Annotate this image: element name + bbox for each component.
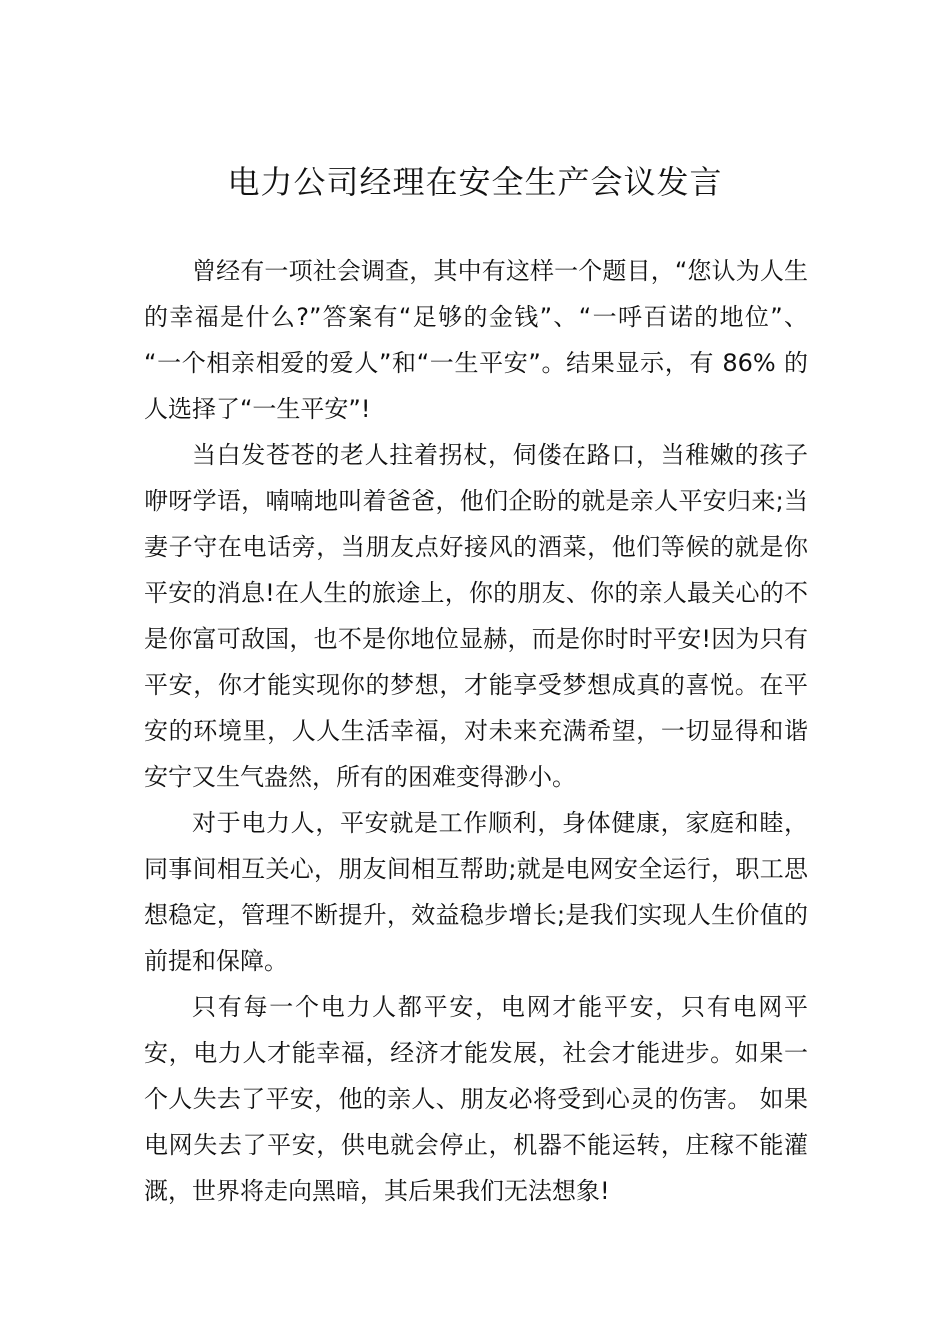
paragraph-1: 曾经有一项社会调查，其中有这样一个题目，“您认为人生的幸福是什么?”答案有“足够的金钱”、“一呼百诺的地位”、 “一个相亲相爱的爱人”和“一生平安”。结果显示，有 86% 的人选择了“一生平安”! xyxy=(144,257,808,423)
document-body xyxy=(144,248,808,1214)
paragraph-3: 对于电力人，平安就是工作顺利，身体健康，家庭和睦，同事间相互关心，朋友间相互帮助;就是电网安全运行，职工思想稳定，管理不断提升，效益稳步增长;是我们实现人生价值的前提和保障。 xyxy=(144,809,808,975)
paragraph-2: 当白发苍苍的老人拄着拐杖，伺偻在路口，当稚嫩的孩子咿呀学语，喃喃地叫着爸爸，他们企盼的就是亲人平安归来;当妻子守在电话旁，当朋友点好接风的酒菜，他们等候的就是你平安的消息!在人生的旅途上，你的朋友、你的亲人最关心的不是你富可敌国，也不是你地位显赫，而是你时时平安!因为只有平安，你才能实现你的梦想，才能享受梦想成真的喜悦。在平安的环境里，人人生活幸福，对未来充满希望，一切显得和谐安宁又生气盎然，所有的困难变得渺小。 xyxy=(144,441,808,791)
paragraph-4: 只有每一个电力人都平安，电网才能平安，只有电网平安，电力人才能幸福，经济才能发展，社会才能进步。如果一个人失去了平安，他的亲人、朋友必将受到心灵的伤害。 如果电网失去了平安，供电就会停止，机器不能运转，庄稼不能灌溉，世界将走向黑暗，其后果我们无法想象! xyxy=(144,993,808,1205)
page-title: 电力公司经理在安全生产会议发言 xyxy=(227,163,723,201)
